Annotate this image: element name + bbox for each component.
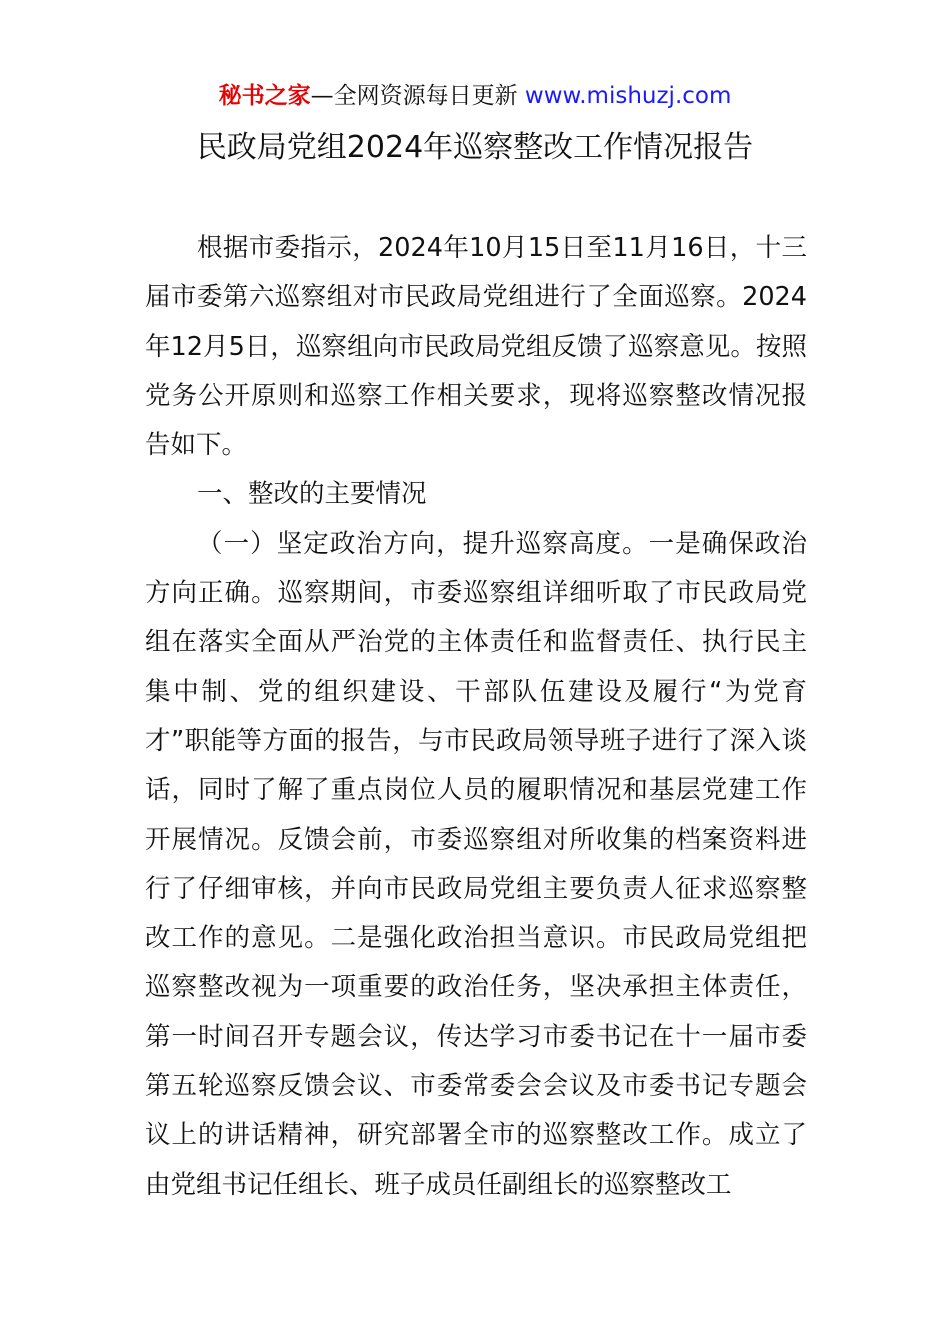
document-body <box>145 224 807 1210</box>
document-title: 民政局党组2024年巡察整改工作情况报告 <box>196 130 754 165</box>
site-url-link[interactable]: www.mishuzj.com <box>524 83 732 109</box>
paragraph-intro: 根据市委指示，2024年10月15日至11月16日，十三届市委第六巡察组对市民政局党组进行了全面巡察。2024年12月5日，巡察组向市民政局党组反馈了巡察意见。按照党务公开原则和巡察工作相关要求，现将巡察整改情况报告如下。 <box>145 233 807 461</box>
site-header <box>0 80 950 112</box>
paragraph-section-1: （一）坚定政治方向，提升巡察高度。一是确保政治方向正确。巡察期间，市委巡察组详细听取了市民政局党组在落实全面从严治党的主体责任和监督责任、执行民主集中制、党的组织建设、干部队伍建设及履行“为党育才”职能等方面的报告，与市民政局领导班子进行了深入谈话，同时了解了重点岗位人员的履职情况和基层党建工作开展情况。反馈会前，市委巡察组对所收集的档案资料进行了仔细审核，并向市民政局党组主要负责人征求巡察整改工作的意见。二是强化政治担当意识。市民政局党组把巡察整改视为一项重要的政治任务，坚决承担主体责任，第一时间召开专题会议，传达学习市委书记在十一届市委第五轮巡察反馈会议、市委常委会会议及市委书记专题会议上的讲话精神，研究部署全市的巡察整改工作。成立了由党组书记任组长、班子成员任副组长的巡察整改工 <box>145 528 807 1200</box>
site-tagline: —全网资源每日更新 <box>310 83 525 109</box>
section-heading: 一、整改的主要情况 <box>197 479 427 510</box>
site-brand: 秘书之家 <box>218 83 311 109</box>
